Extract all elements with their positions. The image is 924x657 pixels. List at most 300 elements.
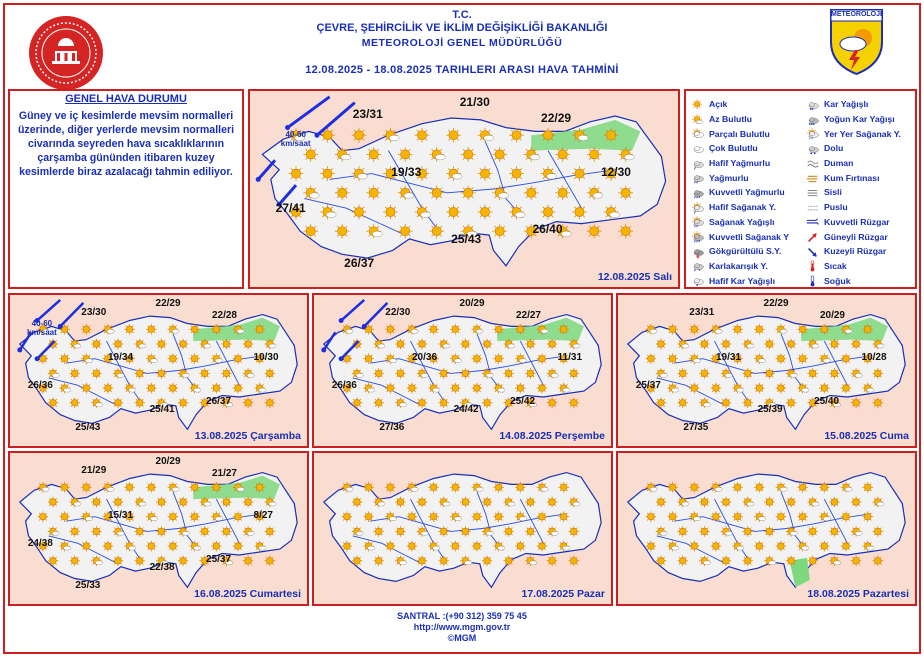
sun-icon <box>742 526 753 537</box>
hail-icon <box>806 143 821 154</box>
sun-icon <box>59 353 70 364</box>
sun-icon <box>264 368 275 379</box>
sun-icon <box>383 205 398 220</box>
legend-label: Az Bulutlu <box>709 114 752 125</box>
sun-icon <box>819 482 830 493</box>
header-ministry: ÇEVRE, ŞEHİRCİLİK VE İKLİM DEĞİŞİKLİĞİ BAKANLIĞI <box>316 22 608 34</box>
svg-text:***: *** <box>808 122 815 127</box>
sun-icon <box>438 368 449 379</box>
cloud-icon <box>691 143 706 154</box>
sun-icon <box>428 482 439 493</box>
footer-copyright: ©MGM <box>447 633 477 643</box>
temperature-label: 22/29 <box>155 298 181 310</box>
sun-icon <box>667 324 678 335</box>
sun-icon <box>742 555 753 566</box>
temperature-label: 20/36 <box>412 352 438 364</box>
sun-icon <box>168 511 179 522</box>
legend-label: Çok Bulutlu <box>709 143 758 154</box>
sun-icon <box>460 497 471 508</box>
sun-icon <box>81 324 92 335</box>
legend-label: Yoğun Kar Yağışı <box>824 114 895 125</box>
temperature-label: 25/43 <box>75 421 101 433</box>
north-wind-arrow-icon <box>317 103 355 136</box>
map-panel-day-6[interactable] <box>312 451 613 606</box>
sun-icon <box>819 541 830 552</box>
date-label: 18.08.2025 Pazartesi <box>807 588 909 600</box>
legend-label: Yağmurlu <box>709 172 749 183</box>
heavy-snow-icon <box>806 114 821 125</box>
sun-icon <box>754 324 765 335</box>
temperature-label: 19/33 <box>391 165 422 180</box>
turkey-map <box>10 453 307 604</box>
sun-icon <box>537 541 548 552</box>
sun-icon <box>587 147 602 162</box>
sun-icon <box>547 497 558 508</box>
sun-icon <box>189 324 200 335</box>
sun-icon <box>363 482 374 493</box>
sun-icon <box>335 224 350 239</box>
legend-label: Sıcak <box>824 260 847 271</box>
sun-icon <box>829 526 840 537</box>
sun-icon <box>366 185 381 200</box>
sun-icon <box>81 482 92 493</box>
legend-label: Kuvvetli Yağmurlu <box>709 187 785 198</box>
sun-icon <box>385 541 396 552</box>
sun-icon <box>851 397 862 408</box>
temperature-label: 23/31 <box>689 307 715 319</box>
legend-label: Dolu <box>824 143 844 154</box>
legend-item <box>691 259 789 274</box>
sun-icon <box>656 497 667 508</box>
sun-icon <box>503 368 514 379</box>
wind-arrow-head <box>17 347 22 352</box>
sun-icon <box>797 324 808 335</box>
sun-icon <box>786 339 797 350</box>
sun-icon <box>525 526 536 537</box>
sun-icon <box>689 541 700 552</box>
sun-icon <box>732 511 743 522</box>
sun-icon <box>221 497 232 508</box>
sun-icon <box>732 324 743 335</box>
sun-icon <box>568 397 579 408</box>
sun-icon <box>407 383 418 394</box>
sun-icon <box>472 511 483 522</box>
sun-icon <box>428 511 439 522</box>
shower-icon <box>691 216 706 227</box>
sun-icon <box>764 339 775 350</box>
cold-thermometer-icon <box>806 275 821 286</box>
light-shower-icon <box>691 202 706 213</box>
sun-icon <box>395 339 406 350</box>
sun-icon <box>221 339 232 350</box>
temperature-label: 26/36 <box>331 379 357 391</box>
temperature-label: 22/27 <box>515 310 541 322</box>
sun-icon <box>503 555 514 566</box>
sun-icon <box>342 541 353 552</box>
sun-icon <box>450 383 461 394</box>
snow-icon <box>806 99 821 110</box>
sun-icon <box>103 541 114 552</box>
legend-item <box>806 156 901 171</box>
sun-icon <box>429 185 444 200</box>
sun-icon <box>819 324 830 335</box>
north-wind-arrow-icon <box>806 246 821 257</box>
sun-icon <box>786 397 797 408</box>
thunderstorm-icon <box>691 246 706 257</box>
fog-icon <box>806 187 821 198</box>
sun-icon <box>134 397 145 408</box>
sun-icon <box>829 497 840 508</box>
sun-icon <box>233 383 244 394</box>
sun-icon <box>38 511 49 522</box>
sun-icon <box>797 482 808 493</box>
date-label: 16.08.2025 Cumartesi <box>194 588 301 600</box>
temperature-label: 24/42 <box>453 403 479 415</box>
sun-icon <box>461 185 476 200</box>
legend-box <box>684 89 917 289</box>
legend-label: Duman <box>824 158 854 169</box>
sun-icon <box>862 324 873 335</box>
partly-sunny-icon <box>407 324 419 335</box>
legend-label: Açık <box>709 99 728 110</box>
wind-arrow-head <box>256 177 261 182</box>
sun-icon <box>178 397 189 408</box>
footer-website[interactable]: http://www.mgm.gov.tr <box>413 622 511 632</box>
sun-icon <box>264 526 275 537</box>
temperature-label: 23/31 <box>352 106 383 121</box>
sun-icon <box>872 397 883 408</box>
sun-icon <box>547 397 558 408</box>
wind-arrow-head <box>339 356 344 361</box>
turkey-map <box>618 453 915 604</box>
sun-icon <box>69 526 80 537</box>
temperature-label: 11/31 <box>557 352 583 364</box>
hot-thermometer-icon <box>806 260 821 271</box>
sun-icon <box>352 497 363 508</box>
temperature-label: 22/30 <box>385 307 411 319</box>
sun-icon <box>721 497 732 508</box>
sun-icon <box>689 482 700 493</box>
sun-icon <box>786 555 797 566</box>
sun-icon <box>572 166 587 181</box>
sun-icon <box>168 353 179 364</box>
partly-sunny-icon <box>646 324 658 335</box>
sun-icon <box>568 526 579 537</box>
sun-icon <box>721 339 732 350</box>
sun-icon <box>656 339 667 350</box>
temperature-label: 25/37 <box>635 379 661 391</box>
sun-icon <box>417 555 428 566</box>
sun-icon <box>555 147 570 162</box>
legend-item <box>691 185 789 200</box>
sun-icon <box>786 497 797 508</box>
partly-sunny-icon <box>646 482 658 493</box>
temperature-label: 12/30 <box>600 165 631 180</box>
map-panel-day-4[interactable] <box>616 293 917 448</box>
strong-wind-icon <box>806 216 821 227</box>
sun-icon <box>525 497 536 508</box>
sun-icon <box>711 541 722 552</box>
sun-icon <box>446 205 461 220</box>
rain-icon <box>691 172 706 183</box>
temperature-label: 26/37 <box>206 396 232 408</box>
sun-icon <box>492 147 507 162</box>
sun-icon <box>764 526 775 537</box>
sun-icon <box>509 166 524 181</box>
sun-icon <box>807 368 818 379</box>
sun-icon <box>461 147 476 162</box>
sun-icon <box>841 383 852 394</box>
legend-item <box>691 244 789 259</box>
sun-icon <box>385 383 396 394</box>
sun-icon <box>146 383 157 394</box>
legend-label: Parçalı Bulutlu <box>709 128 770 139</box>
sun-icon <box>243 397 254 408</box>
north-wind-arrow-icon <box>364 303 387 327</box>
partly-sunny-icon <box>711 324 723 335</box>
temperature-label: 22/38 <box>149 561 175 573</box>
temperature-label: 19/31 <box>716 352 742 364</box>
partly-sunny-icon <box>711 482 723 493</box>
sun-icon <box>103 383 114 394</box>
svg-text:*: * <box>696 284 699 289</box>
sun-icon <box>91 526 102 537</box>
sun-icon <box>493 353 504 364</box>
wind-arrow-head <box>35 356 40 361</box>
sun-icon <box>699 526 710 537</box>
north-wind-arrow-icon <box>60 303 83 327</box>
sun-icon <box>797 511 808 522</box>
legend-item <box>806 215 901 230</box>
sun-icon <box>156 368 167 379</box>
sun-icon <box>124 482 135 493</box>
sun-icon <box>189 482 200 493</box>
general-weather-box <box>8 89 244 289</box>
sun-icon <box>618 224 633 239</box>
sun-icon <box>851 339 862 350</box>
sun-icon <box>211 324 222 335</box>
partly-cloudy-icon <box>691 128 706 139</box>
partly-sunny-icon <box>103 324 115 335</box>
sun-icon <box>841 541 852 552</box>
sun-icon <box>776 511 787 522</box>
sun-icon <box>134 555 145 566</box>
sun-icon <box>113 339 124 350</box>
temperature-label: 19/34 <box>108 352 134 364</box>
sun-icon <box>233 353 244 364</box>
sun-icon <box>178 555 189 566</box>
sun-icon <box>646 511 657 522</box>
sun-icon <box>493 511 504 522</box>
sun-icon <box>754 482 765 493</box>
map-panel-day-2[interactable] <box>8 293 309 448</box>
sun-icon <box>243 339 254 350</box>
sun-icon <box>415 128 430 143</box>
legend-item <box>806 200 901 215</box>
sun-icon <box>503 526 514 537</box>
sandstorm-icon <box>806 172 821 183</box>
sun-icon <box>667 482 678 493</box>
sun-icon <box>264 555 275 566</box>
map-panel-day-5[interactable] <box>8 451 309 606</box>
sun-icon <box>69 397 80 408</box>
sun-icon <box>515 482 526 493</box>
legend-label: Hafif Kar Yağışlı <box>709 275 775 286</box>
sun-icon <box>352 128 367 143</box>
sun-icon <box>178 339 189 350</box>
sun-icon <box>303 147 318 162</box>
date-label: 13.08.2025 Çarşamba <box>194 430 301 442</box>
sun-icon <box>373 368 384 379</box>
legend-item <box>806 185 901 200</box>
sun-icon <box>819 383 830 394</box>
general-weather-text: Güney ve iç kesimlerde mevsim normalleri üzerinde, diğer yerlerde mevsim normalleri civarında seyreden hava sıcaklıklarının çarşamba gününden itibaren kuzey kesimlerde biraz azalacağı tahmin ediliyor. <box>17 110 235 178</box>
sun-icon <box>303 224 318 239</box>
sun-icon <box>656 555 667 566</box>
sun-icon <box>742 397 753 408</box>
sun-icon <box>342 511 353 522</box>
legend-label: Kuzeyli Rüzgar <box>824 246 887 257</box>
sun-icon <box>776 541 787 552</box>
scattered-shower-icon <box>806 128 821 139</box>
sun-icon <box>320 166 335 181</box>
sun-icon <box>482 339 493 350</box>
temperature-label: 26/37 <box>344 255 375 270</box>
temperature-label: 24/38 <box>27 537 53 549</box>
legend-item <box>806 244 901 259</box>
legend-item <box>691 170 789 185</box>
wind-arrow-head <box>362 324 367 329</box>
sun-icon <box>646 353 657 364</box>
legend-label: Sisli <box>824 187 842 198</box>
sun-icon <box>797 353 808 364</box>
sun-icon <box>168 541 179 552</box>
sun-icon <box>385 482 396 493</box>
sun-icon <box>81 383 92 394</box>
svg-text:**: ** <box>809 107 814 112</box>
temperature-label: 25/43 <box>451 232 482 247</box>
sun-icon <box>113 555 124 566</box>
sun-icon <box>862 482 873 493</box>
sun-icon <box>189 353 200 364</box>
sun-icon <box>446 128 461 143</box>
temperature-label: 25/40 <box>814 396 840 408</box>
sun-icon <box>699 497 710 508</box>
sun-icon <box>537 353 548 364</box>
sun-icon <box>264 397 275 408</box>
sun-icon <box>872 526 883 537</box>
sun-icon <box>699 339 710 350</box>
sun-icon <box>515 324 526 335</box>
sun-icon <box>395 497 406 508</box>
legend-item <box>806 126 901 141</box>
legend-label: Soğuk <box>824 275 851 286</box>
sun-icon <box>646 541 657 552</box>
temperature-label: 26/36 <box>27 379 53 391</box>
sun-icon <box>417 397 428 408</box>
wind-speed-label: 40-60 km/saat <box>280 130 311 149</box>
sun-icon <box>460 368 471 379</box>
sun-icon <box>482 497 493 508</box>
sun-icon <box>373 397 384 408</box>
sun-icon <box>829 339 840 350</box>
partly-sunny-icon <box>103 482 115 493</box>
heavy-rain-icon <box>691 187 706 198</box>
sun-icon <box>428 324 439 335</box>
sun-icon <box>168 383 179 394</box>
haze-icon <box>806 202 821 213</box>
sun-icon <box>851 497 862 508</box>
legend-item <box>806 97 901 112</box>
sun-icon <box>711 383 722 394</box>
sun-icon <box>134 368 145 379</box>
partly-sunny-icon <box>342 324 354 335</box>
sun-icon <box>515 383 526 394</box>
partly-sunny-icon <box>38 482 50 493</box>
sun-icon <box>587 224 602 239</box>
map-panel-day-3[interactable] <box>312 293 613 448</box>
sun-icon <box>524 185 539 200</box>
sun-icon <box>689 383 700 394</box>
south-wind-arrow-icon <box>806 231 821 242</box>
temperature-label: 21/29 <box>81 465 107 477</box>
temperature-label: 10/28 <box>861 352 887 364</box>
legend-label: Sağanak Yağışlı <box>709 216 775 227</box>
sun-icon <box>289 166 304 181</box>
sun-icon <box>450 541 461 552</box>
map-panel-day-1[interactable] <box>248 89 680 289</box>
sun-icon <box>872 555 883 566</box>
sun-icon <box>48 397 59 408</box>
sun-icon <box>525 368 536 379</box>
legend-label: Kuvvetli Rüzgar <box>824 216 890 227</box>
wind-speed-label: 40-60 km/saat <box>26 319 57 338</box>
sun-icon <box>472 383 483 394</box>
legend-item <box>806 141 901 156</box>
temperature-label: 22/28 <box>211 310 237 322</box>
temperature-label: 27/35 <box>683 421 709 433</box>
north-wind-arrow-icon <box>37 300 60 321</box>
temperature-label: 20/29 <box>459 298 485 310</box>
sun-icon <box>472 541 483 552</box>
legend-item <box>691 97 789 112</box>
sun-icon <box>851 555 862 566</box>
wind-arrow-head <box>321 347 326 352</box>
sun-icon <box>558 324 569 335</box>
partly-sunny-icon <box>525 555 537 566</box>
sun-icon <box>460 339 471 350</box>
map-panel-day-7[interactable] <box>616 451 917 606</box>
sun-icon <box>691 99 706 110</box>
legend-label: Hafif Sağanak Y. <box>709 202 776 213</box>
sun-icon <box>233 541 244 552</box>
sun-icon <box>537 511 548 522</box>
svg-text:*: * <box>698 268 701 274</box>
smoke-icon <box>806 158 821 169</box>
footer-phone: SANTRAL :(+90 312) 359 75 45 <box>397 611 527 621</box>
temperature-label: 20/29 <box>819 310 845 322</box>
legend-item <box>691 141 789 156</box>
sun-icon <box>656 397 667 408</box>
sun-icon <box>156 339 167 350</box>
legend-item <box>806 229 901 244</box>
sun-icon <box>189 511 200 522</box>
legend-label: Yer Yer Sağanak Y. <box>824 128 901 139</box>
sun-icon <box>541 128 556 143</box>
sun-icon <box>460 526 471 537</box>
sun-icon <box>156 526 167 537</box>
sun-icon <box>742 368 753 379</box>
